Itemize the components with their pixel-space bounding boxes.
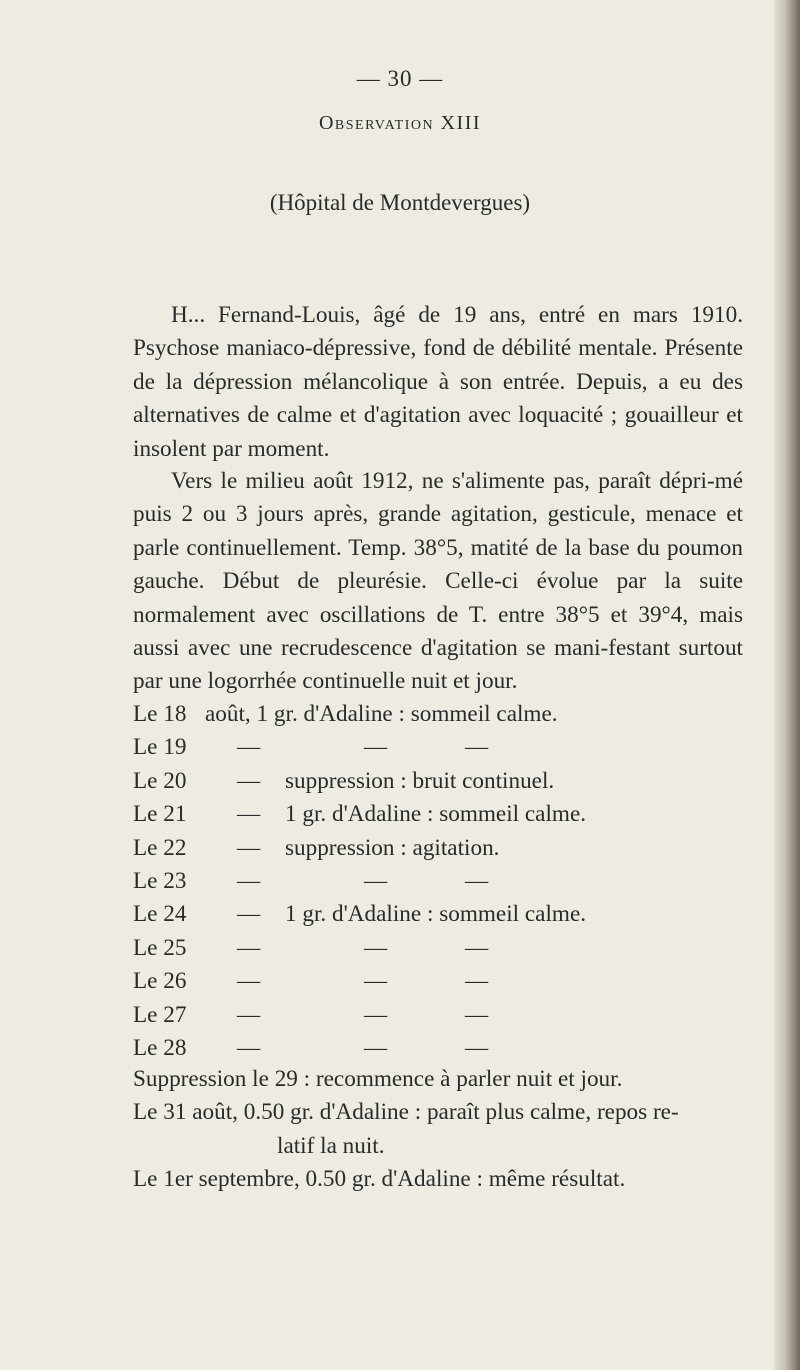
entry-ditto: — — [364, 867, 388, 894]
entry-dash: — — [237, 867, 261, 894]
entry-ditto: — — [364, 934, 388, 961]
list-item — [133, 1032, 753, 1065]
entry-ditto: — — [465, 1034, 489, 1061]
list-item — [133, 965, 753, 998]
entry-ditto: — — [465, 867, 489, 894]
closing-lines — [133, 1063, 753, 1197]
observation-title: Observation XIII — [318, 112, 482, 134]
entry-date: Le 23 — [133, 867, 187, 894]
paragraph-episode-text: Vers le milieu août 1912, ne s'alimente pas, paraît dépri-mé puis 2 ou 3 jours après, grande agitation, gesticule, menace et parle continuellement. Temp. 38°5, matité de la base du poumon gauche. Début de pleurésie. Celle-ci évolue par la suite normalement avec oscillations de T. entre 38°5 et 39°4, mais aussi avec une recrudescence d'agitation se mani-festant surtout par une logorrhée continuelle nuit et jour. — [133, 468, 743, 695]
paragraph-history-text: H... Fernand-Louis, âgé de 19 ans, entré en mars 1910. Psychose maniaco-dépressive, fond de débilité mentale. Présente de la dépression mélancolique à son entrée. Depuis, a eu des alternatives de calme et d'agitation avec loquacité ; gouailleur et insolent par moment. — [133, 302, 743, 462]
entry-ditto: — — [465, 934, 489, 961]
entry-dash: — — [237, 934, 261, 961]
list-item — [133, 798, 753, 831]
entry-text: suppression : bruit continuel. — [285, 767, 555, 794]
list-item — [133, 832, 753, 865]
entry-dash: — — [237, 734, 261, 761]
paragraph-episode — [133, 465, 743, 699]
daily-entries-list — [133, 698, 753, 1065]
list-item — [133, 898, 753, 931]
entry-ditto: — — [364, 968, 388, 995]
entry-date: Le 20 — [133, 767, 187, 794]
entry-ditto: — — [465, 734, 489, 761]
entry-text: suppression : agitation. — [285, 834, 500, 861]
entry-date: Le 25 — [133, 934, 187, 961]
entry-date: Le 19 — [133, 734, 187, 761]
list-item — [133, 765, 753, 798]
entry-date: Le 28 — [133, 1034, 187, 1061]
entry-text: 1 gr. d'Adaline : sommeil calme. — [285, 801, 587, 828]
entry-dash: — — [237, 801, 261, 828]
entry-dash: — — [237, 767, 261, 794]
entry-text: 1 gr. d'Adaline : sommeil calme. — [285, 901, 587, 928]
august-31-line: Le 31 août, 0.50 gr. d'Adaline : paraît plus calme, repos re- — [133, 1099, 679, 1126]
entry-dash: — — [237, 968, 261, 995]
entry-ditto: — — [364, 1034, 388, 1061]
entry-ditto: — — [364, 1001, 388, 1028]
list-item — [133, 698, 753, 731]
entry-ditto: — — [364, 734, 388, 761]
suppression-line: Suppression le 29 : recommence à parler nuit et jour. — [133, 1066, 623, 1092]
list-item — [133, 932, 753, 965]
entry-dash: — — [237, 1034, 261, 1061]
august-31-continuation: latif la nuit. — [277, 1132, 385, 1159]
hospital-name: (Hôpital de Montdevergues) — [269, 190, 531, 215]
entry-date: Le 22 — [133, 834, 187, 861]
list-item — [133, 999, 753, 1032]
list-item — [133, 865, 753, 898]
entry-date: Le 24 — [133, 901, 187, 928]
entry-ditto: — — [465, 968, 489, 995]
entry-date: Le 21 — [133, 801, 187, 828]
entry-ditto: — — [465, 1001, 489, 1028]
page-number: — 30 — — [356, 66, 444, 91]
paragraph-history — [133, 299, 743, 466]
list-item — [133, 731, 753, 764]
entry-date: Le 27 — [133, 1001, 187, 1028]
entry-date: Le 18 — [133, 701, 187, 727]
september-1-line: Le 1er septembre, 0.50 gr. d'Adaline : même résultat. — [133, 1166, 626, 1193]
entry-text: août, 1 gr. d'Adaline : sommeil calme. — [205, 701, 558, 727]
entry-dash: — — [237, 834, 261, 861]
entry-date: Le 26 — [133, 968, 187, 995]
entry-dash: — — [237, 901, 261, 928]
entry-dash: — — [237, 1001, 261, 1028]
